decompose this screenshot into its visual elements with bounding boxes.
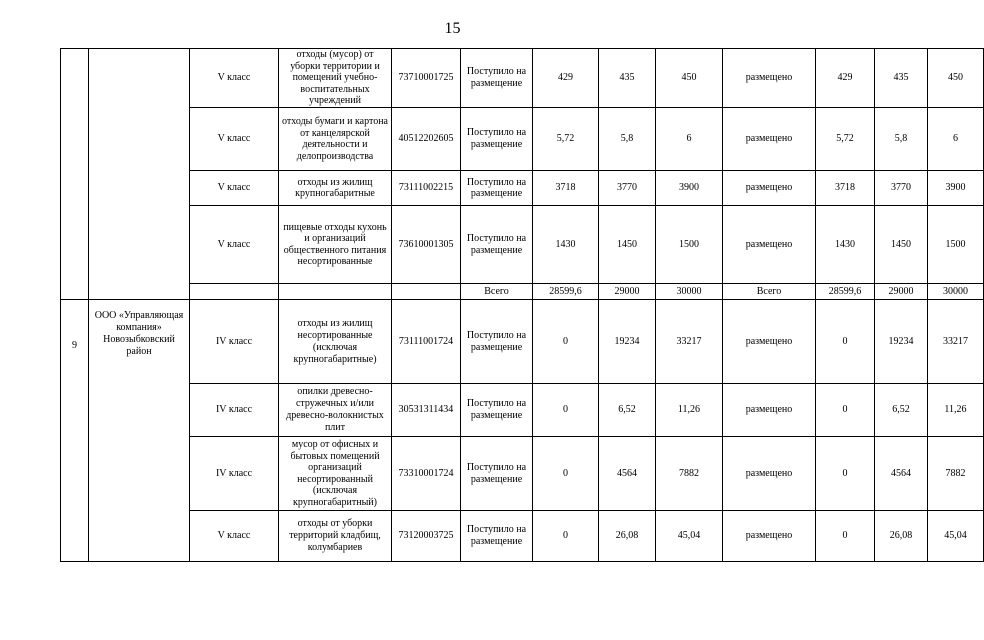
hazard-class: V класс bbox=[190, 108, 279, 171]
result-1: 0 bbox=[816, 300, 875, 384]
total-value-1: 28599,6 bbox=[533, 284, 599, 300]
value-2: 3770 bbox=[599, 171, 656, 206]
value-1: 1430 bbox=[533, 206, 599, 284]
value-3: 6 bbox=[656, 108, 723, 171]
status: Поступило на размещение bbox=[461, 108, 533, 171]
value-3: 7882 bbox=[656, 437, 723, 511]
waste-name: мусор от офисных и бытовых помещений организаций несортированный (исключая крупногабаритный) bbox=[279, 437, 392, 511]
hazard-class: V класс bbox=[190, 511, 279, 562]
table-row bbox=[61, 511, 984, 562]
org-name-cell bbox=[89, 49, 190, 300]
result: размещено bbox=[723, 300, 816, 384]
waste-code: 30531311434 bbox=[392, 384, 461, 437]
result-3: 7882 bbox=[928, 437, 984, 511]
value-3: 11,26 bbox=[656, 384, 723, 437]
hazard-class: IV класс bbox=[190, 384, 279, 437]
value-1: 0 bbox=[533, 437, 599, 511]
waste-name: отходы от уборки территорий кладбищ, колумбариев bbox=[279, 511, 392, 562]
result-1: 1430 bbox=[816, 206, 875, 284]
result: размещено bbox=[723, 108, 816, 171]
value-1: 429 bbox=[533, 49, 599, 108]
value-1: 0 bbox=[533, 300, 599, 384]
table-row bbox=[61, 49, 984, 108]
status: Поступило на размещение bbox=[461, 511, 533, 562]
value-2: 1450 bbox=[599, 206, 656, 284]
value-3: 3900 bbox=[656, 171, 723, 206]
table-row bbox=[61, 437, 984, 511]
status: Поступило на размещение bbox=[461, 437, 533, 511]
result-3: 33217 bbox=[928, 300, 984, 384]
result-2: 3770 bbox=[875, 171, 928, 206]
total-label-2: Всего bbox=[723, 284, 816, 300]
table-row bbox=[61, 384, 984, 437]
waste-name: пищевые отходы кухонь и организаций общественного питания несортированные bbox=[279, 206, 392, 284]
status: Поступило на размещение bbox=[461, 384, 533, 437]
result: размещено bbox=[723, 171, 816, 206]
value-2: 4564 bbox=[599, 437, 656, 511]
result: размещено bbox=[723, 384, 816, 437]
status: Поступило на размещение bbox=[461, 300, 533, 384]
result-2: 435 bbox=[875, 49, 928, 108]
status: Поступило на размещение bbox=[461, 206, 533, 284]
value-3: 450 bbox=[656, 49, 723, 108]
total-row bbox=[61, 284, 984, 300]
hazard-class: V класс bbox=[190, 171, 279, 206]
total-value-2: 29000 bbox=[599, 284, 656, 300]
value-3: 45,04 bbox=[656, 511, 723, 562]
result-2: 26,08 bbox=[875, 511, 928, 562]
waste-name: отходы из жилищ несортированные (исключая крупногабаритные) bbox=[279, 300, 392, 384]
waste-name: опилки древесно-стружечных и/или древесно-волокнистых плит bbox=[279, 384, 392, 437]
result-3: 11,26 bbox=[928, 384, 984, 437]
waste-name: отходы (мусор) от уборки территории и помещений учебно-воспитательных учреждений bbox=[279, 49, 392, 108]
table-row bbox=[61, 108, 984, 171]
value-1: 0 bbox=[533, 384, 599, 437]
hazard-class: V класс bbox=[190, 49, 279, 108]
result-3: 450 bbox=[928, 49, 984, 108]
result-3: 6 bbox=[928, 108, 984, 171]
result-2: 6,52 bbox=[875, 384, 928, 437]
waste-name: отходы бумаги и картона от канцелярской деятельности и делопроизводства bbox=[279, 108, 392, 171]
org-number-cell bbox=[61, 49, 89, 300]
total-value-3: 30000 bbox=[656, 284, 723, 300]
table-row bbox=[61, 206, 984, 284]
org-number: 9 bbox=[61, 300, 89, 562]
result-2: 19234 bbox=[875, 300, 928, 384]
result-2: 1450 bbox=[875, 206, 928, 284]
hazard-class: IV класс bbox=[190, 300, 279, 384]
waste-code: 73111002215 bbox=[392, 171, 461, 206]
result-1: 0 bbox=[816, 384, 875, 437]
waste-code: 73120003725 bbox=[392, 511, 461, 562]
value-1: 5,72 bbox=[533, 108, 599, 171]
waste-code: 40512202605 bbox=[392, 108, 461, 171]
org-name: ООО «Управляющая компания» Новозыбковский район bbox=[89, 300, 190, 562]
value-2: 5,8 bbox=[599, 108, 656, 171]
value-2: 26,08 bbox=[599, 511, 656, 562]
result: размещено bbox=[723, 437, 816, 511]
total-label: Всего bbox=[461, 284, 533, 300]
table-row bbox=[61, 171, 984, 206]
hazard-class: IV класс bbox=[190, 437, 279, 511]
total-result-2: 29000 bbox=[875, 284, 928, 300]
value-2: 435 bbox=[599, 49, 656, 108]
value-2: 19234 bbox=[599, 300, 656, 384]
result-1: 5,72 bbox=[816, 108, 875, 171]
value-2: 6,52 bbox=[599, 384, 656, 437]
value-1: 0 bbox=[533, 511, 599, 562]
result-1: 0 bbox=[816, 511, 875, 562]
result-2: 4564 bbox=[875, 437, 928, 511]
waste-code: 73310001724 bbox=[392, 437, 461, 511]
result-3: 1500 bbox=[928, 206, 984, 284]
result-3: 3900 bbox=[928, 171, 984, 206]
waste-code: 73710001725 bbox=[392, 49, 461, 108]
empty-cell bbox=[279, 284, 392, 300]
value-3: 1500 bbox=[656, 206, 723, 284]
empty-cell bbox=[392, 284, 461, 300]
page-number: 15 bbox=[444, 20, 461, 37]
result: размещено bbox=[723, 206, 816, 284]
hazard-class: V класс bbox=[190, 206, 279, 284]
result-1: 3718 bbox=[816, 171, 875, 206]
total-result-3: 30000 bbox=[928, 284, 984, 300]
total-result-1: 28599,6 bbox=[816, 284, 875, 300]
result: размещено bbox=[723, 49, 816, 108]
waste-code: 73111001724 bbox=[392, 300, 461, 384]
result-2: 5,8 bbox=[875, 108, 928, 171]
waste-code: 73610001305 bbox=[392, 206, 461, 284]
result-3: 45,04 bbox=[928, 511, 984, 562]
result-1: 0 bbox=[816, 437, 875, 511]
table-row bbox=[61, 300, 984, 384]
result-1: 429 bbox=[816, 49, 875, 108]
waste-table bbox=[60, 48, 984, 562]
result: размещено bbox=[723, 511, 816, 562]
status: Поступило на размещение bbox=[461, 171, 533, 206]
value-3: 33217 bbox=[656, 300, 723, 384]
waste-name: отходы из жилищ крупногабаритные bbox=[279, 171, 392, 206]
status: Поступило на размещение bbox=[461, 49, 533, 108]
value-1: 3718 bbox=[533, 171, 599, 206]
empty-cell bbox=[190, 284, 279, 300]
